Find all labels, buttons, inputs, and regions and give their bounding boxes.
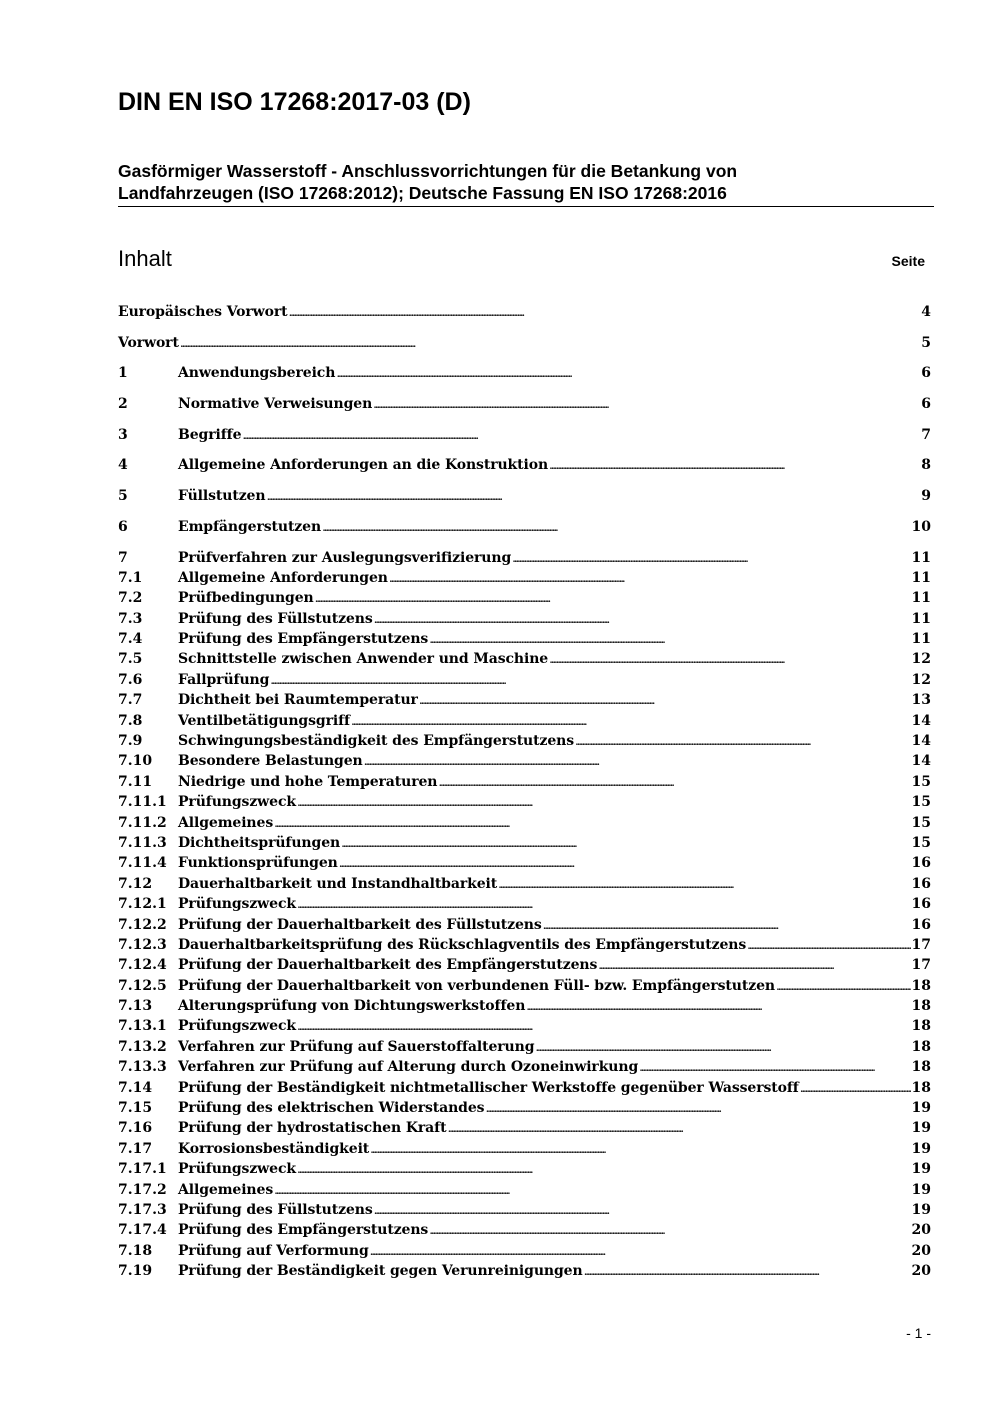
toc-entry-number: 6 (118, 518, 128, 535)
toc-entry-number: 7.12.4 (118, 957, 167, 974)
toc-entry[interactable] (118, 955, 931, 975)
toc-entry-page: 12 (911, 671, 931, 688)
toc-leader-dots (438, 772, 910, 792)
toc-entry-title: Allgemeine Anforderungen (178, 569, 388, 586)
toc-leader-dots (584, 1261, 911, 1281)
toc-entry[interactable] (118, 1220, 931, 1240)
document-title: DIN EN ISO 17268:2017-03 (D) (118, 88, 471, 116)
toc-entry-page: 7 (921, 426, 931, 443)
toc-entry-page: 19 (911, 1100, 931, 1117)
toc-entry[interactable] (118, 792, 931, 812)
toc-entry[interactable] (118, 609, 931, 629)
toc-entry[interactable] (118, 670, 931, 690)
toc-entry-page: 15 (911, 794, 931, 811)
toc-entry-number: 7.6 (118, 671, 143, 688)
toc-entry[interactable] (118, 1098, 931, 1118)
toc-entry-number: 5 (118, 488, 128, 505)
toc-entry-number: 4 (118, 457, 128, 474)
toc-leader-dots (297, 1016, 911, 1036)
toc-entry[interactable] (118, 1241, 931, 1261)
toc-entry-title: Allgemeines (178, 1181, 274, 1198)
toc-entry-page: 11 (911, 590, 931, 607)
toc-entry[interactable] (118, 394, 931, 414)
toc-entry-page: 4 (921, 304, 931, 320)
toc-entry-title: Begriffe (178, 426, 242, 443)
toc-entry-title: Füllstutzen (178, 488, 266, 505)
toc-entry-number: 7.12 (118, 875, 153, 892)
toc-entry[interactable] (118, 649, 931, 669)
toc-entry-number: 2 (118, 396, 128, 413)
toc-entry-title: Schwingungsbeständigkeit des Empfängerstutzens (178, 733, 575, 750)
toc-leader-dots (498, 874, 910, 894)
toc-entry-page: 17 (911, 957, 931, 974)
toc-leader-dots (639, 1057, 910, 1077)
toc-leader-dots (512, 548, 910, 568)
toc-entry-number: 7.17.4 (118, 1222, 167, 1239)
toc-entry-title: Prüfung der Dauerhaltbarkeit des Empfängerstutzens (178, 957, 598, 974)
toc-entry[interactable] (118, 731, 931, 751)
toc-entry[interactable] (118, 302, 931, 322)
toc-entry-page: 17 (911, 936, 931, 953)
toc-entry-page: 19 (911, 1140, 931, 1157)
toc-leader-dots (543, 915, 911, 935)
toc-entry-title: Prüfung des Empfängerstutzens (178, 1222, 429, 1239)
toc-entry-number: 7.3 (118, 610, 143, 627)
toc-leader-dots (800, 1078, 911, 1098)
toc-entry-page: 6 (921, 396, 931, 413)
toc-entry-title: Korrosionsbeständigkeit (178, 1140, 370, 1157)
toc-entry-page: 19 (911, 1181, 931, 1198)
toc-entry[interactable] (118, 1139, 931, 1159)
toc-entry-number: 7.5 (118, 651, 143, 668)
toc-entry-number: 7.13 (118, 998, 153, 1015)
toc-entry-page: 20 (911, 1263, 931, 1280)
toc-entry-number: 7.10 (118, 753, 153, 770)
toc-entry[interactable] (118, 751, 931, 771)
toc-leader-dots (341, 833, 910, 853)
toc-entry-title: Verfahren zur Prüfung auf Sauerstoffalterung (178, 1038, 535, 1055)
toc-entry[interactable] (118, 813, 931, 833)
toc-entry[interactable] (118, 1037, 931, 1057)
toc-entry-title: Alterungsprüfung von Dichtungswerkstoffen (178, 998, 526, 1015)
toc-entry-number: 7.13.3 (118, 1059, 167, 1076)
toc-entry-number: 7.17.3 (118, 1202, 167, 1218)
toc-leader-dots (180, 333, 920, 353)
page-number: - 1 - (906, 1325, 931, 1341)
toc-leader-dots (747, 935, 910, 955)
toc-leader-dots (485, 1098, 910, 1118)
toc-entry-page: 18 (911, 1018, 931, 1035)
toc-entry-number: 7 (118, 549, 128, 566)
toc-entry-number: 7.9 (118, 733, 143, 750)
toc-entry-title: Dichtheit bei Raumtemperatur (178, 692, 418, 709)
toc-entry-title: Prüfung des Füllstutzens (178, 610, 373, 627)
toc-leader-dots (374, 1200, 911, 1220)
toc-entry-page: 20 (911, 1242, 931, 1259)
toc-entry-page: 8 (921, 457, 931, 474)
subtitle-line-1: Gasförmiger Wasserstoff - Anschlussvorrichtungen für die Betankung von (118, 161, 738, 181)
toc-heading: Inhalt (118, 246, 172, 271)
toc-leader-dots (535, 1037, 910, 1057)
toc-leader-dots (776, 976, 911, 996)
toc-entry-page: 19 (911, 1120, 931, 1137)
toc-entry-title: Prüfungszweck (178, 896, 296, 913)
toc-leader-dots (351, 711, 911, 731)
toc-entry-page: 16 (911, 896, 931, 913)
toc-entry-number: 7.11 (118, 773, 153, 790)
toc-entry[interactable] (118, 1118, 931, 1138)
toc-entry[interactable] (118, 1159, 931, 1179)
toc-entry[interactable] (118, 455, 931, 475)
toc-entry-number: 7.11.1 (118, 794, 167, 811)
toc-entry-number: 7.17.1 (118, 1161, 167, 1178)
toc-entry-title: Fallprüfung (178, 671, 270, 688)
toc-leader-dots (274, 1180, 910, 1200)
toc-entry-page: 5 (921, 334, 931, 351)
document-subtitle (118, 160, 934, 207)
toc-entry-number: 7.8 (118, 712, 143, 729)
toc-entry[interactable] (118, 588, 931, 608)
toc-entry-page: 20 (911, 1222, 931, 1239)
toc-entry[interactable] (118, 1200, 931, 1220)
toc-entry-page: 16 (911, 916, 931, 933)
toc-entry-number: 7.11.3 (118, 834, 167, 851)
toc-entry-page: 19 (911, 1202, 931, 1218)
toc-entry-title: Dauerhaltbarkeit und Instandhaltbarkeit (178, 875, 498, 892)
toc-entry[interactable] (118, 1261, 931, 1281)
toc-entry[interactable] (118, 548, 931, 568)
subtitle-line-2: Landfahrzeugen (ISO 17268:2012); Deutsche Fassung EN ISO 17268:2016 (118, 183, 727, 203)
toc-entry-title: Prüfung der Beständigkeit gegen Verunreinigungen (178, 1263, 583, 1280)
toc-entry-title: Allgemeine Anforderungen an die Konstruktion (178, 457, 549, 474)
toc-entry-title: Normative Verweisungen (178, 396, 373, 413)
toc-entry-number: 7.15 (118, 1100, 153, 1117)
toc-entry[interactable] (118, 1078, 931, 1098)
toc-entry-number: 7.12.5 (118, 977, 167, 994)
toc-entry-number: 7.17.2 (118, 1181, 167, 1198)
toc-leader-dots (575, 731, 910, 751)
toc-entry[interactable] (118, 1057, 931, 1077)
toc-entry-title: Niedrige und hohe Temperaturen (178, 773, 438, 790)
toc-entry-page: 14 (911, 733, 931, 750)
toc-entry-title: Schnittstelle zwischen Anwender und Maschine (178, 651, 549, 668)
toc-leader-dots (526, 996, 910, 1016)
toc-entry-number: 7.11.4 (118, 855, 167, 872)
toc-entry[interactable] (118, 976, 931, 996)
toc-entry-page: 12 (911, 651, 931, 668)
toc-entry-title: Prüfung des Füllstutzens (178, 1202, 373, 1218)
toc-entry[interactable] (118, 833, 931, 853)
toc-entry-page: 15 (911, 773, 931, 790)
toc-leader-dots (364, 751, 911, 771)
toc-entry[interactable] (118, 894, 931, 914)
toc-entry-page: 18 (911, 1059, 931, 1076)
toc-entry[interactable] (118, 690, 931, 710)
toc-entry[interactable] (118, 1180, 931, 1200)
toc-entry-number: 7.19 (118, 1263, 153, 1280)
toc-entry-title: Allgemeines (178, 814, 274, 831)
toc-leader-dots (373, 394, 920, 414)
toc-entry-title: Ventilbetätigungsgriff (178, 712, 350, 729)
toc-entry-page: 15 (911, 814, 931, 831)
toc-entry[interactable] (118, 935, 931, 955)
toc-entry-title: Prüfungszweck (178, 1161, 296, 1178)
toc-entry-page: 16 (911, 875, 931, 892)
table-of-contents (118, 302, 931, 1282)
toc-entry[interactable] (118, 915, 931, 935)
toc-entry-number: 7.11.2 (118, 814, 167, 831)
toc-leader-dots (370, 1139, 910, 1159)
toc-entry-title: Prüfung der Dauerhaltbarkeit von verbundenen Füll- bzw. Empfängerstutzen (178, 977, 775, 994)
toc-entry-page: 11 (911, 631, 931, 648)
toc-entry-number: 3 (118, 426, 128, 443)
toc-entry-title: Vorwort (118, 334, 179, 351)
toc-entry-page: 18 (911, 977, 931, 994)
toc-entry-number: 7.14 (118, 1079, 153, 1096)
toc-leader-dots (297, 894, 911, 914)
toc-entry[interactable] (118, 486, 931, 506)
toc-entry-number: 1 (118, 365, 128, 382)
toc-leader-dots (242, 425, 920, 445)
toc-entry[interactable] (118, 333, 931, 353)
toc-entry[interactable] (118, 425, 931, 445)
toc-entry-title: Prüfverfahren zur Auslegungsverifizierung (178, 549, 512, 566)
toc-entry-title: Empfängerstutzen (178, 518, 322, 535)
toc-leader-dots (270, 670, 910, 690)
toc-entry-page: 11 (911, 610, 931, 627)
toc-entry-page: 18 (911, 998, 931, 1015)
toc-leader-dots (598, 955, 910, 975)
toc-entry-number: 7.2 (118, 590, 143, 607)
toc-entry-page: 10 (911, 518, 931, 535)
toc-leader-dots (322, 517, 910, 537)
toc-entry-title: Prüfungszweck (178, 794, 296, 811)
toc-leader-dots (266, 486, 920, 506)
toc-entry-page: 9 (921, 488, 931, 505)
toc-entry[interactable] (118, 874, 931, 894)
toc-entry-title: Prüfung der Dauerhaltbarkeit des Füllstutzens (178, 916, 542, 933)
toc-entry-title: Dauerhaltbarkeitsprüfung des Rückschlagventils des Empfängerstutzens (178, 936, 747, 953)
toc-entry[interactable] (118, 1016, 931, 1036)
toc-entry[interactable] (118, 772, 931, 792)
toc-entry[interactable] (118, 363, 931, 383)
toc-leader-dots (549, 649, 910, 669)
toc-entry[interactable] (118, 629, 931, 649)
toc-leader-dots (429, 629, 910, 649)
toc-entry-number: 7.16 (118, 1120, 153, 1137)
toc-entry-number: 7.7 (118, 692, 143, 709)
page-column-label: Seite (891, 253, 925, 269)
toc-entry-number: 7.17 (118, 1140, 153, 1157)
toc-entry-title: Verfahren zur Prüfung auf Alterung durch Ozoneinwirkung (178, 1059, 639, 1076)
toc-entry[interactable] (118, 711, 931, 731)
toc-entry[interactable] (118, 853, 931, 873)
toc-leader-dots (339, 853, 911, 873)
toc-leader-dots (289, 302, 921, 322)
toc-entry-page: 14 (911, 712, 931, 729)
toc-leader-dots (429, 1220, 910, 1240)
toc-leader-dots (389, 568, 911, 588)
toc-entry-page: 6 (921, 365, 931, 382)
toc-entry-title: Prüfung des Empfängerstutzens (178, 631, 429, 648)
toc-entry[interactable] (118, 568, 931, 588)
toc-leader-dots (297, 792, 911, 812)
toc-entry-title: Prüfungszweck (178, 1018, 296, 1035)
toc-entry[interactable] (118, 996, 931, 1016)
toc-leader-dots (315, 588, 911, 608)
toc-leader-dots (447, 1118, 910, 1138)
toc-leader-dots (419, 690, 911, 710)
toc-entry-number: 7.12.3 (118, 936, 167, 953)
toc-entry-number: 7.13.1 (118, 1018, 167, 1035)
toc-entry-page: 16 (911, 855, 931, 872)
toc-entry-title: Prüfung der Beständigkeit nichtmetallischer Werkstoffe gegenüber Wasserstoff (178, 1079, 799, 1096)
toc-entry-page: 15 (911, 834, 931, 851)
toc-entry-number: 7.1 (118, 569, 143, 586)
toc-entry-title: Europäisches Vorwort (118, 304, 288, 320)
toc-leader-dots (549, 455, 920, 475)
toc-entry-page: 14 (911, 753, 931, 770)
toc-entry-number: 7.4 (118, 631, 143, 648)
toc-leader-dots (374, 609, 911, 629)
toc-entry-page: 18 (911, 1079, 931, 1096)
toc-entry-title: Dichtheitsprüfungen (178, 834, 341, 851)
toc-leader-dots (274, 813, 910, 833)
toc-entry-page: 11 (911, 569, 931, 586)
toc-entry-title: Anwendungsbereich (178, 365, 336, 382)
toc-entry-number: 7.18 (118, 1242, 153, 1259)
toc-leader-dots (297, 1159, 911, 1179)
toc-leader-dots (336, 363, 920, 383)
toc-entry-title: Prüfbedingungen (178, 590, 314, 607)
toc-entry-title: Prüfung des elektrischen Widerstandes (178, 1100, 485, 1117)
toc-entry-title: Prüfung auf Verformung (178, 1242, 369, 1259)
toc-entry-page: 13 (911, 692, 931, 709)
toc-entry-title: Besondere Belastungen (178, 753, 363, 770)
toc-entry-page: 11 (911, 549, 931, 566)
toc-leader-dots (370, 1241, 911, 1261)
toc-entry-number: 7.12.2 (118, 916, 167, 933)
toc-entry-page: 19 (911, 1161, 931, 1178)
toc-entry-page: 18 (911, 1038, 931, 1055)
toc-entry-title: Funktionsprüfungen (178, 855, 338, 872)
toc-entry[interactable] (118, 517, 931, 537)
toc-entry-number: 7.13.2 (118, 1038, 167, 1055)
toc-entry-title: Prüfung der hydrostatischen Kraft (178, 1120, 447, 1137)
toc-entry-number: 7.12.1 (118, 896, 167, 913)
